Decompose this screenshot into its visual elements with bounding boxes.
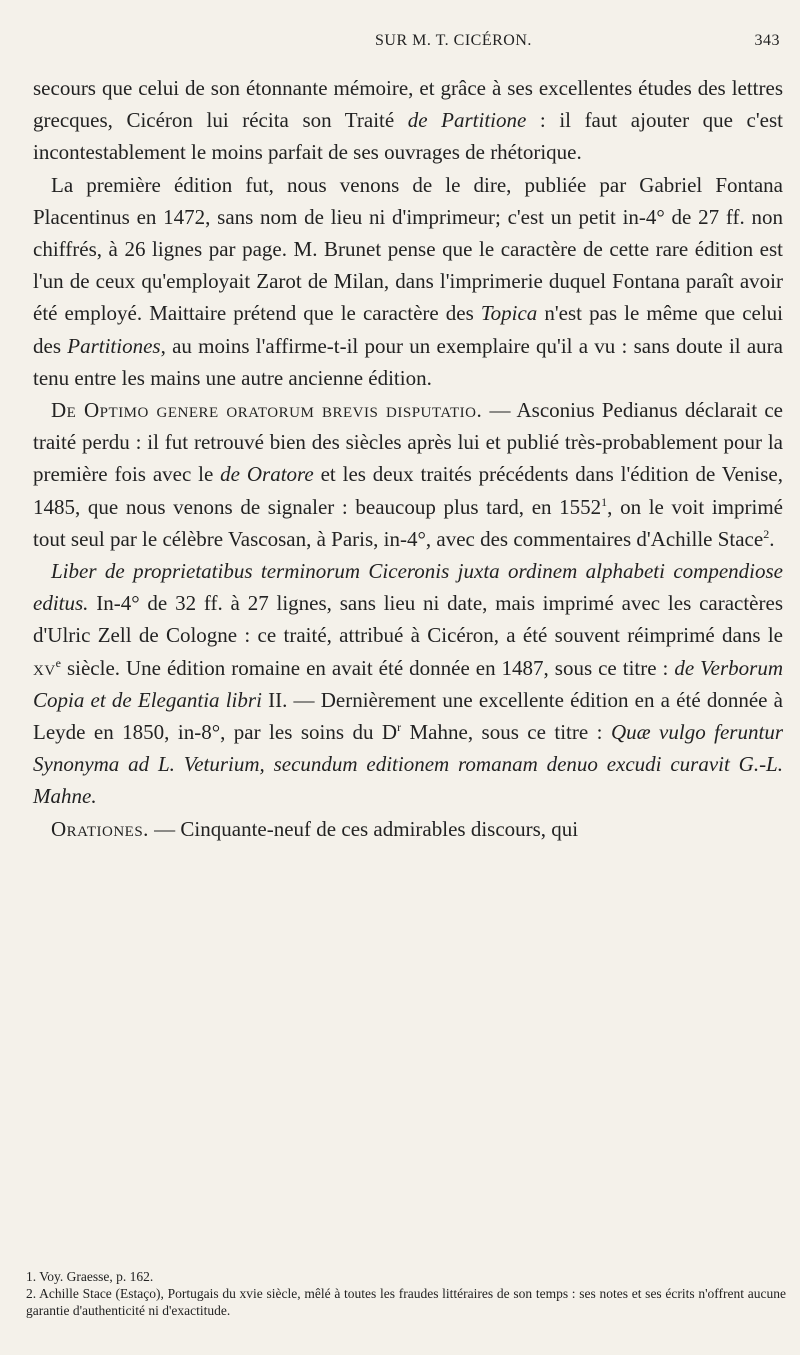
section-title: Orationes. (51, 816, 149, 841)
work-title: de Partitione (407, 108, 527, 133)
paragraph-5: Orationes. — Cinquante-neuf de ces admirables discours, qui (51, 816, 579, 841)
work-title: de Oratore (220, 462, 314, 487)
body-text (33, 72, 783, 845)
page-number: 343 (754, 32, 780, 49)
footnote-ref-2: 2 (763, 526, 770, 541)
work-title: Quæ vulgo feruntur Synonyma ad L. Veturium, secundum editionem romanam denuo excudi curavit G.-L. Mahne. (33, 720, 783, 809)
running-title: SUR M. T. CICÉRON. (375, 32, 532, 49)
footnote-2: 2. Achille Stace (Estaço), Portugais du xvie siècle, mêlé à toutes les fraudes littéraires de son temps : ses notes et ses écrits n'offrent aucune garantie d'authenticité ni d'exactitude. (26, 1286, 786, 1318)
section-title: De Optimo genere oratorum brevis disputatio. (51, 398, 483, 423)
running-header (90, 32, 780, 58)
paragraph-4: Liber de proprietatibus terminorum Ciceronis juxta ordinem alphabeti compendiose editus. In-4° de 32 ff. à 27 lignes, sans lieu ni date, mais imprimé avec les caractères d'Ulric Zell de Cologne : ce traité, attribué à Cicéron, a été souvent réimprimé dans le $xv^e$ siècle. Une édition romaine en avait été donnée en 1487, sous ce titre : de Verborum Copia et de Elegantia libri II. — Dernièrement une excellente édition en a été donnée à Leyde en 1850, in-8°, par les soins du $D^r$ Mahne, sous ce titre : Quæ vulgo feruntur Synonyma ad L. Veturium, secundum editionem romanam denuo excudi curavit G.-L. Mahne. (33, 559, 783, 809)
work-title: Partitiones (67, 333, 161, 358)
paragraph-1: secours que celui de son étonnante mémoire, et grâce à ses excellentes études des lettres grecques, Cicéron lui récita son Traité de Partitione : il faut ajouter que c'est incontestablement le moins parfait de ses ouvrages de rhétorique. (33, 76, 783, 165)
section-title: Liber de proprietatibus terminorum Ciceronis juxta ordinem alphabeti compendiose editus. (33, 559, 783, 616)
paragraph-2: La première édition fut, nous venons de le dire, publiée par Gabriel Fontana Placentinus en 1472, sans nom de lieu ni d'imprimeur; c'est un petit in-4° de 27 ff. non chiffrés, à 26 lignes par page. M. Brunet pense que le caractère de cette rare édition est l'un de ceux qu'employait Zarot de Milan, dans l'imprimerie duquel Fontana paraît avoir été employé. Maittaire prétend que le caractère des Topica n'est pas le même que celui des Partitiones, au moins l'affirme-t-il pour un exemplaire qu'il a vu : sans doute il aura tenu entre les mains une autre ancienne édition. (33, 172, 784, 390)
paragraph-3: De Optimo genere oratorum brevis disputatio. — Asconius Pedianus déclarait ce traité perdu : il fut retrouvé bien des siècles après lui et publié très-probablement pour la première fois avec le de Oratore et les deux traités précédents dans l'édition de Venise, 1485, que nous venons de signaler : beaucoup plus tard, en 1552$^1$, on le voit imprimé tout seul par le célèbre Vascosan, à Paris, in-4°, avec des commentaires d'Achille Stace$^2$. (33, 398, 783, 551)
work-title: de Verborum Copia et de Elegantia libri (33, 655, 783, 712)
work-title: Topica (480, 301, 538, 326)
footnote-1: 1. Voy. Graesse, p. 162. (26, 1269, 154, 1284)
footnote-ref-1: 1 (601, 494, 608, 509)
footnotes (26, 1268, 786, 1319)
